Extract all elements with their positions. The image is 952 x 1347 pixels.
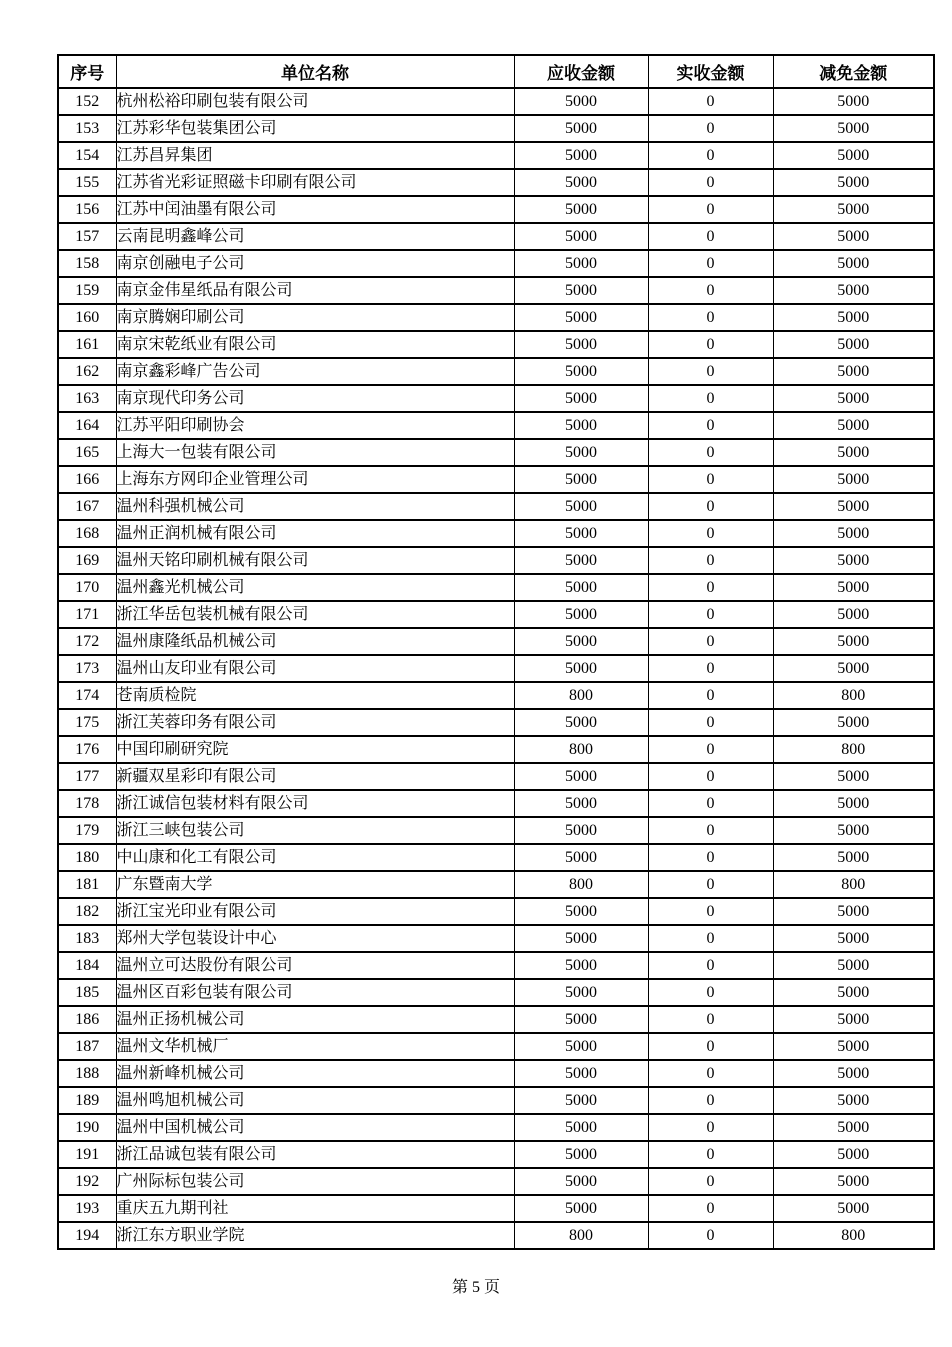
cell-index: 180 bbox=[58, 844, 116, 871]
table-row bbox=[58, 1087, 934, 1114]
cell-receivable: 5000 bbox=[514, 412, 648, 439]
cell-index: 194 bbox=[58, 1222, 116, 1249]
table-row bbox=[58, 979, 934, 1006]
table-row bbox=[58, 520, 934, 547]
cell-index: 192 bbox=[58, 1168, 116, 1195]
cell-receivable: 5000 bbox=[514, 628, 648, 655]
cell-waived: 800 bbox=[773, 1222, 934, 1249]
cell-index: 181 bbox=[58, 871, 116, 898]
cell-unit_name: 浙江品诚包装有限公司 bbox=[116, 1141, 514, 1168]
table-row bbox=[58, 385, 934, 412]
cell-receivable: 5000 bbox=[514, 250, 648, 277]
cell-received: 0 bbox=[648, 493, 773, 520]
cell-received: 0 bbox=[648, 1060, 773, 1087]
table-row bbox=[58, 439, 934, 466]
cell-waived: 5000 bbox=[773, 1195, 934, 1222]
cell-received: 0 bbox=[648, 871, 773, 898]
table-row bbox=[58, 898, 934, 925]
cell-receivable: 5000 bbox=[514, 763, 648, 790]
cell-waived: 5000 bbox=[773, 601, 934, 628]
cell-received: 0 bbox=[648, 223, 773, 250]
cell-index: 185 bbox=[58, 979, 116, 1006]
cell-received: 0 bbox=[648, 574, 773, 601]
cell-unit_name: 温州中国机械公司 bbox=[116, 1114, 514, 1141]
cell-received: 0 bbox=[648, 952, 773, 979]
cell-receivable: 5000 bbox=[514, 709, 648, 736]
cell-index: 153 bbox=[58, 115, 116, 142]
cell-received: 0 bbox=[648, 196, 773, 223]
cell-receivable: 5000 bbox=[514, 1060, 648, 1087]
cell-waived: 5000 bbox=[773, 925, 934, 952]
cell-receivable: 800 bbox=[514, 871, 648, 898]
cell-waived: 5000 bbox=[773, 223, 934, 250]
table-row bbox=[58, 1033, 934, 1060]
table-row bbox=[58, 844, 934, 871]
cell-unit_name: 温州区百彩包装有限公司 bbox=[116, 979, 514, 1006]
cell-received: 0 bbox=[648, 115, 773, 142]
cell-received: 0 bbox=[648, 709, 773, 736]
cell-waived: 5000 bbox=[773, 709, 934, 736]
table-row bbox=[58, 358, 934, 385]
cell-unit_name: 南京创融电子公司 bbox=[116, 250, 514, 277]
cell-unit_name: 江苏彩华包装集团公司 bbox=[116, 115, 514, 142]
cell-receivable: 5000 bbox=[514, 655, 648, 682]
cell-index: 190 bbox=[58, 1114, 116, 1141]
cell-waived: 5000 bbox=[773, 1060, 934, 1087]
cell-received: 0 bbox=[648, 385, 773, 412]
cell-waived: 5000 bbox=[773, 628, 934, 655]
cell-index: 175 bbox=[58, 709, 116, 736]
cell-received: 0 bbox=[648, 142, 773, 169]
cell-waived: 5000 bbox=[773, 304, 934, 331]
cell-receivable: 5000 bbox=[514, 331, 648, 358]
cell-index: 164 bbox=[58, 412, 116, 439]
cell-received: 0 bbox=[648, 304, 773, 331]
cell-index: 191 bbox=[58, 1141, 116, 1168]
cell-receivable: 5000 bbox=[514, 223, 648, 250]
table-row bbox=[58, 142, 934, 169]
table-row bbox=[58, 1060, 934, 1087]
cell-receivable: 800 bbox=[514, 1222, 648, 1249]
cell-waived: 5000 bbox=[773, 1087, 934, 1114]
table-row bbox=[58, 547, 934, 574]
cell-index: 160 bbox=[58, 304, 116, 331]
cell-waived: 5000 bbox=[773, 1168, 934, 1195]
cell-received: 0 bbox=[648, 1141, 773, 1168]
cell-received: 0 bbox=[648, 1195, 773, 1222]
cell-received: 0 bbox=[648, 88, 773, 115]
cell-index: 189 bbox=[58, 1087, 116, 1114]
cell-waived: 5000 bbox=[773, 142, 934, 169]
cell-index: 152 bbox=[58, 88, 116, 115]
cell-received: 0 bbox=[648, 736, 773, 763]
cell-unit_name: 江苏省光彩证照磁卡印刷有限公司 bbox=[116, 169, 514, 196]
cell-received: 0 bbox=[648, 844, 773, 871]
cell-receivable: 5000 bbox=[514, 115, 648, 142]
cell-unit_name: 浙江芙蓉印务有限公司 bbox=[116, 709, 514, 736]
cell-unit_name: 江苏平阳印刷协会 bbox=[116, 412, 514, 439]
cell-index: 163 bbox=[58, 385, 116, 412]
cell-index: 187 bbox=[58, 1033, 116, 1060]
cell-unit_name: 温州山友印业有限公司 bbox=[116, 655, 514, 682]
cell-waived: 5000 bbox=[773, 790, 934, 817]
cell-receivable: 5000 bbox=[514, 1141, 648, 1168]
table-row bbox=[58, 88, 934, 115]
cell-receivable: 5000 bbox=[514, 88, 648, 115]
cell-index: 182 bbox=[58, 898, 116, 925]
cell-index: 178 bbox=[58, 790, 116, 817]
cell-received: 0 bbox=[648, 655, 773, 682]
cell-index: 167 bbox=[58, 493, 116, 520]
cell-unit_name: 上海东方网印企业管理公司 bbox=[116, 466, 514, 493]
table-row bbox=[58, 601, 934, 628]
cell-unit_name: 浙江三峡包装公司 bbox=[116, 817, 514, 844]
table-row bbox=[58, 628, 934, 655]
cell-unit_name: 温州新峰机械公司 bbox=[116, 1060, 514, 1087]
cell-unit_name: 中国印刷研究院 bbox=[116, 736, 514, 763]
cell-received: 0 bbox=[648, 277, 773, 304]
cell-waived: 5000 bbox=[773, 250, 934, 277]
cell-receivable: 5000 bbox=[514, 277, 648, 304]
cell-index: 170 bbox=[58, 574, 116, 601]
cell-unit_name: 苍南质检院 bbox=[116, 682, 514, 709]
cell-unit_name: 温州正扬机械公司 bbox=[116, 1006, 514, 1033]
table-row bbox=[58, 763, 934, 790]
cell-received: 0 bbox=[648, 790, 773, 817]
cell-received: 0 bbox=[648, 250, 773, 277]
cell-unit_name: 温州鑫光机械公司 bbox=[116, 574, 514, 601]
cell-received: 0 bbox=[648, 628, 773, 655]
cell-waived: 5000 bbox=[773, 358, 934, 385]
table-row bbox=[58, 1222, 934, 1249]
cell-received: 0 bbox=[648, 412, 773, 439]
cell-waived: 5000 bbox=[773, 439, 934, 466]
cell-unit_name: 南京腾娴印刷公司 bbox=[116, 304, 514, 331]
cell-receivable: 5000 bbox=[514, 439, 648, 466]
cell-index: 166 bbox=[58, 466, 116, 493]
cell-waived: 5000 bbox=[773, 520, 934, 547]
cell-receivable: 800 bbox=[514, 682, 648, 709]
cell-waived: 5000 bbox=[773, 1033, 934, 1060]
cell-unit_name: 新疆双星彩印有限公司 bbox=[116, 763, 514, 790]
cell-received: 0 bbox=[648, 331, 773, 358]
cell-waived: 5000 bbox=[773, 115, 934, 142]
cell-index: 155 bbox=[58, 169, 116, 196]
cell-received: 0 bbox=[648, 682, 773, 709]
cell-unit_name: 江苏中闰油墨有限公司 bbox=[116, 196, 514, 223]
cell-receivable: 5000 bbox=[514, 925, 648, 952]
header-row bbox=[58, 55, 934, 88]
cell-unit_name: 上海大一包装有限公司 bbox=[116, 439, 514, 466]
cell-received: 0 bbox=[648, 1033, 773, 1060]
cell-unit_name: 温州鸣旭机械公司 bbox=[116, 1087, 514, 1114]
cell-received: 0 bbox=[648, 358, 773, 385]
cell-index: 161 bbox=[58, 331, 116, 358]
cell-waived: 5000 bbox=[773, 763, 934, 790]
cell-receivable: 5000 bbox=[514, 1168, 648, 1195]
table-row bbox=[58, 277, 934, 304]
column-header-unit-name: 单位名称 bbox=[116, 55, 514, 88]
cell-received: 0 bbox=[648, 1006, 773, 1033]
cell-received: 0 bbox=[648, 601, 773, 628]
table-row bbox=[58, 412, 934, 439]
cell-index: 157 bbox=[58, 223, 116, 250]
cell-unit_name: 温州天铭印刷机械有限公司 bbox=[116, 547, 514, 574]
cell-receivable: 5000 bbox=[514, 1087, 648, 1114]
table-row bbox=[58, 331, 934, 358]
cell-received: 0 bbox=[648, 547, 773, 574]
table-row bbox=[58, 196, 934, 223]
cell-index: 162 bbox=[58, 358, 116, 385]
cell-unit_name: 重庆五九期刊社 bbox=[116, 1195, 514, 1222]
table-row bbox=[58, 682, 934, 709]
cell-index: 158 bbox=[58, 250, 116, 277]
cell-index: 183 bbox=[58, 925, 116, 952]
table-row bbox=[58, 790, 934, 817]
table-row bbox=[58, 655, 934, 682]
cell-receivable: 5000 bbox=[514, 304, 648, 331]
cell-waived: 5000 bbox=[773, 547, 934, 574]
cell-receivable: 5000 bbox=[514, 790, 648, 817]
cell-index: 171 bbox=[58, 601, 116, 628]
cell-unit_name: 温州文华机械厂 bbox=[116, 1033, 514, 1060]
cell-unit_name: 广州际标包装公司 bbox=[116, 1168, 514, 1195]
column-header-waived: 减免金额 bbox=[773, 55, 934, 88]
table-row bbox=[58, 925, 934, 952]
cell-received: 0 bbox=[648, 520, 773, 547]
cell-receivable: 800 bbox=[514, 736, 648, 763]
table-row bbox=[58, 871, 934, 898]
cell-receivable: 5000 bbox=[514, 1033, 648, 1060]
cell-received: 0 bbox=[648, 1114, 773, 1141]
cell-index: 179 bbox=[58, 817, 116, 844]
table-row bbox=[58, 1195, 934, 1222]
cell-waived: 5000 bbox=[773, 385, 934, 412]
cell-index: 173 bbox=[58, 655, 116, 682]
cell-unit_name: 南京宋乾纸业有限公司 bbox=[116, 331, 514, 358]
cell-index: 184 bbox=[58, 952, 116, 979]
cell-unit_name: 浙江诚信包装材料有限公司 bbox=[116, 790, 514, 817]
cell-waived: 5000 bbox=[773, 466, 934, 493]
cell-unit_name: 浙江宝光印业有限公司 bbox=[116, 898, 514, 925]
cell-waived: 5000 bbox=[773, 412, 934, 439]
cell-unit_name: 温州正润机械有限公司 bbox=[116, 520, 514, 547]
cell-receivable: 5000 bbox=[514, 898, 648, 925]
cell-index: 165 bbox=[58, 439, 116, 466]
cell-waived: 5000 bbox=[773, 655, 934, 682]
table-row bbox=[58, 1114, 934, 1141]
cell-waived: 5000 bbox=[773, 277, 934, 304]
cell-index: 177 bbox=[58, 763, 116, 790]
cell-waived: 5000 bbox=[773, 493, 934, 520]
cell-waived: 5000 bbox=[773, 331, 934, 358]
table-row bbox=[58, 1006, 934, 1033]
cell-unit_name: 杭州松裕印刷包装有限公司 bbox=[116, 88, 514, 115]
table-row bbox=[58, 466, 934, 493]
cell-receivable: 5000 bbox=[514, 574, 648, 601]
cell-unit_name: 江苏昌昇集团 bbox=[116, 142, 514, 169]
table-row bbox=[58, 304, 934, 331]
cell-waived: 5000 bbox=[773, 196, 934, 223]
cell-waived: 800 bbox=[773, 736, 934, 763]
cell-waived: 5000 bbox=[773, 952, 934, 979]
cell-waived: 5000 bbox=[773, 1141, 934, 1168]
cell-waived: 800 bbox=[773, 682, 934, 709]
cell-waived: 5000 bbox=[773, 1114, 934, 1141]
cell-waived: 5000 bbox=[773, 574, 934, 601]
cell-received: 0 bbox=[648, 763, 773, 790]
cell-received: 0 bbox=[648, 1222, 773, 1249]
cell-waived: 5000 bbox=[773, 169, 934, 196]
cell-received: 0 bbox=[648, 1168, 773, 1195]
cell-unit_name: 浙江东方职业学院 bbox=[116, 1222, 514, 1249]
table-row bbox=[58, 1141, 934, 1168]
cell-index: 168 bbox=[58, 520, 116, 547]
column-header-index: 序号 bbox=[58, 55, 116, 88]
table-row bbox=[58, 1168, 934, 1195]
cell-received: 0 bbox=[648, 439, 773, 466]
cell-index: 154 bbox=[58, 142, 116, 169]
cell-receivable: 5000 bbox=[514, 385, 648, 412]
cell-index: 174 bbox=[58, 682, 116, 709]
cell-index: 169 bbox=[58, 547, 116, 574]
table-row bbox=[58, 493, 934, 520]
cell-receivable: 5000 bbox=[514, 466, 648, 493]
cell-index: 188 bbox=[58, 1060, 116, 1087]
table-row bbox=[58, 169, 934, 196]
cell-receivable: 5000 bbox=[514, 844, 648, 871]
fee-table bbox=[57, 54, 935, 1250]
cell-receivable: 5000 bbox=[514, 520, 648, 547]
table-row bbox=[58, 115, 934, 142]
cell-received: 0 bbox=[648, 817, 773, 844]
cell-receivable: 5000 bbox=[514, 358, 648, 385]
cell-index: 176 bbox=[58, 736, 116, 763]
cell-receivable: 5000 bbox=[514, 1195, 648, 1222]
column-header-receivable: 应收金额 bbox=[514, 55, 648, 88]
cell-waived: 5000 bbox=[773, 1006, 934, 1033]
cell-unit_name: 中山康和化工有限公司 bbox=[116, 844, 514, 871]
cell-receivable: 5000 bbox=[514, 169, 648, 196]
table-row bbox=[58, 952, 934, 979]
cell-received: 0 bbox=[648, 169, 773, 196]
cell-index: 159 bbox=[58, 277, 116, 304]
cell-waived: 5000 bbox=[773, 817, 934, 844]
cell-waived: 5000 bbox=[773, 844, 934, 871]
cell-receivable: 5000 bbox=[514, 547, 648, 574]
cell-unit_name: 南京金伟星纸品有限公司 bbox=[116, 277, 514, 304]
cell-unit_name: 云南昆明鑫峰公司 bbox=[116, 223, 514, 250]
cell-waived: 5000 bbox=[773, 979, 934, 1006]
cell-unit_name: 南京现代印务公司 bbox=[116, 385, 514, 412]
cell-receivable: 5000 bbox=[514, 817, 648, 844]
cell-index: 186 bbox=[58, 1006, 116, 1033]
table-row bbox=[58, 709, 934, 736]
cell-waived: 5000 bbox=[773, 898, 934, 925]
cell-receivable: 5000 bbox=[514, 1006, 648, 1033]
cell-unit_name: 浙江华岳包装机械有限公司 bbox=[116, 601, 514, 628]
cell-waived: 5000 bbox=[773, 88, 934, 115]
cell-unit_name: 温州立可达股份有限公司 bbox=[116, 952, 514, 979]
cell-unit_name: 郑州大学包装设计中心 bbox=[116, 925, 514, 952]
cell-receivable: 5000 bbox=[514, 601, 648, 628]
cell-unit_name: 广东暨南大学 bbox=[116, 871, 514, 898]
cell-receivable: 5000 bbox=[514, 142, 648, 169]
table-row bbox=[58, 223, 934, 250]
cell-received: 0 bbox=[648, 925, 773, 952]
cell-received: 0 bbox=[648, 466, 773, 493]
cell-index: 172 bbox=[58, 628, 116, 655]
page-number: 第 5 页 bbox=[451, 1279, 500, 1296]
cell-received: 0 bbox=[648, 979, 773, 1006]
table-row bbox=[58, 736, 934, 763]
cell-receivable: 5000 bbox=[514, 196, 648, 223]
table-row bbox=[58, 817, 934, 844]
cell-unit_name: 温州康隆纸品机械公司 bbox=[116, 628, 514, 655]
cell-waived: 800 bbox=[773, 871, 934, 898]
cell-receivable: 5000 bbox=[514, 979, 648, 1006]
cell-unit_name: 温州科强机械公司 bbox=[116, 493, 514, 520]
column-header-received: 实收金额 bbox=[648, 55, 773, 88]
cell-received: 0 bbox=[648, 898, 773, 925]
table-row bbox=[58, 250, 934, 277]
cell-receivable: 5000 bbox=[514, 493, 648, 520]
cell-receivable: 5000 bbox=[514, 1114, 648, 1141]
cell-index: 156 bbox=[58, 196, 116, 223]
cell-receivable: 5000 bbox=[514, 952, 648, 979]
table-row bbox=[58, 574, 934, 601]
cell-unit_name: 南京鑫彩峰广告公司 bbox=[116, 358, 514, 385]
cell-index: 193 bbox=[58, 1195, 116, 1222]
cell-received: 0 bbox=[648, 1087, 773, 1114]
